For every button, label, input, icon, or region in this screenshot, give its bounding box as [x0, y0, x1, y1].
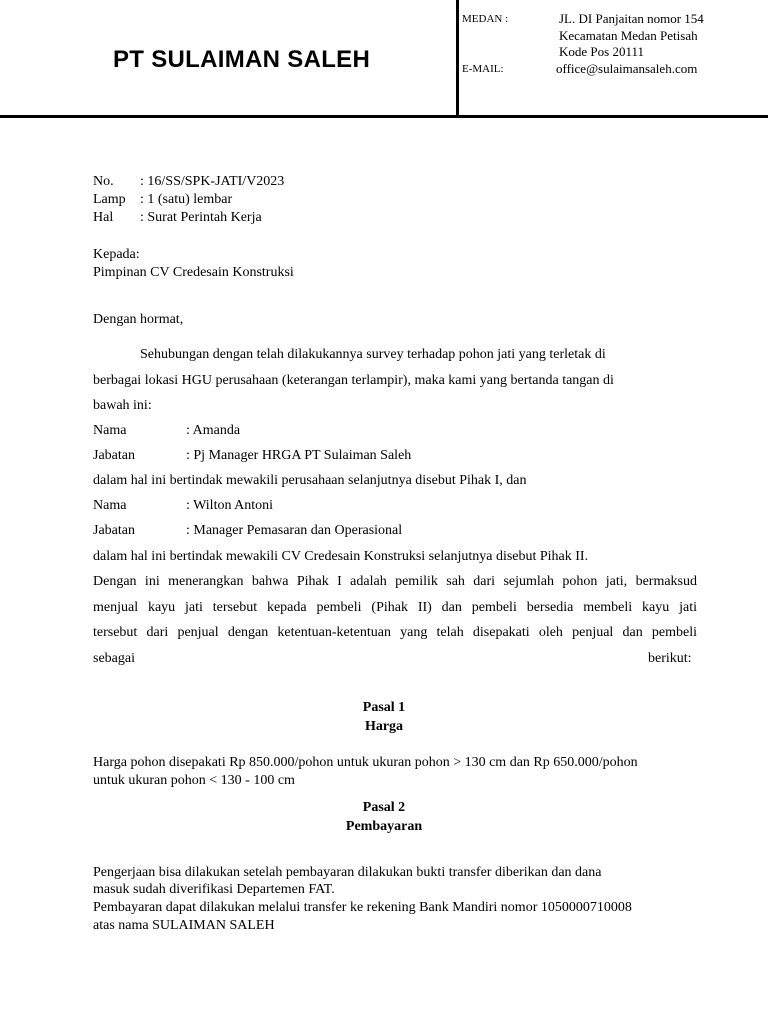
pasal-2-line-3: Pembayaran dapat dilakukan melalui transfer ke rekening Bank Mandiri nomor 1050000710008	[93, 900, 632, 915]
pasal-1-subtitle: Harga	[364, 719, 404, 734]
party1-description: dalam hal ini bertindak mewakili perusahaan selanjutnya disebut Pihak I, dan	[93, 473, 527, 488]
header-divider-vertical	[456, 0, 459, 118]
email-label: E-MAIL:	[462, 63, 504, 75]
intro-line-1: Sehubungan dengan telah dilakukannya survey terhadap pohon jati yang terletak di	[140, 347, 606, 362]
address-line-3: Kode Pos 20111	[559, 44, 644, 59]
hal-label: Hal	[93, 210, 114, 225]
hal-value: : Surat Perintah Kerja	[140, 210, 262, 225]
pasal-2-title: Pasal 2	[362, 800, 406, 815]
email-address: office@sulaimansaleh.com	[556, 61, 698, 76]
pasal-1-title: Pasal 1	[362, 700, 406, 715]
recipient-label: Kepada:	[93, 247, 140, 262]
party2-nama-label: Nama	[93, 498, 127, 513]
statement-line-4-start: sebagai	[93, 651, 135, 666]
statement-line-2: menjual kayu jati tersebut kepada pembeli (Pihak II) dan pembeli bersedia membeli kayu jati	[93, 600, 697, 615]
address-line-1: JL. DI Panjaitan nomor 154	[559, 11, 704, 26]
intro-line-2: berbagai lokasi HGU perusahaan (keterangan terlampir), maka kami yang bertanda tangan di	[93, 373, 614, 388]
lamp-label: Lamp	[93, 192, 126, 207]
intro-line-3: bawah ini:	[93, 398, 152, 413]
recipient-name: Pimpinan CV Credesain Konstruksi	[93, 265, 294, 280]
header-divider-horizontal	[0, 115, 768, 118]
no-value: : 16/SS/SPK-JATI/V2023	[140, 174, 285, 189]
party2-nama-value: : Wilton Antoni	[186, 498, 274, 513]
pasal-2-line-2: masuk sudah diverifikasi Departemen FAT.	[93, 882, 335, 897]
company-name: PT SULAIMAN SALEH	[113, 46, 371, 73]
party2-description: dalam hal ini bertindak mewakili CV Credesain Konstruksi selanjutnya disebut Pihak II.	[93, 549, 589, 564]
pasal-2-subtitle: Pembayaran	[345, 819, 423, 834]
party1-nama-value: : Amanda	[186, 423, 241, 438]
party1-jabatan-label: Jabatan	[93, 448, 135, 463]
statement-line-4-end: berikut:	[648, 651, 692, 666]
no-label: No.	[93, 174, 114, 189]
party2-jabatan-label: Jabatan	[93, 523, 135, 538]
pasal-2-line-1: Pengerjaan bisa dilakukan setelah pembayaran dilakukan bukti transfer diberikan dan dana	[93, 865, 602, 880]
statement-line-1: Dengan ini menerangkan bahwa Pihak I adalah pemilik sah dari sejumlah pohon jati, bermaksud	[93, 574, 697, 589]
pasal-2-line-4: atas nama SULAIMAN SALEH	[93, 918, 275, 933]
greeting: Dengan hormat,	[93, 312, 184, 327]
lamp-value: : 1 (satu) lembar	[140, 192, 233, 207]
party2-jabatan-value: : Manager Pemasaran dan Operasional	[186, 523, 403, 538]
statement-line-3: tersebut dari penjual dengan ketentuan-ketentuan yang telah disepakati oleh penjual dan pembeli	[93, 625, 697, 640]
address-line-2: Kecamatan Medan Petisah	[559, 28, 698, 43]
party1-jabatan-value: : Pj Manager HRGA PT Sulaiman Saleh	[186, 448, 412, 463]
party1-nama-label: Nama	[93, 423, 127, 438]
pasal-1-line-1: Harga pohon disepakati Rp 850.000/pohon untuk ukuran pohon > 130 cm dan Rp 650.000/pohon	[93, 755, 638, 770]
pasal-1-line-2: untuk ukuran pohon < 130 - 100 cm	[93, 773, 295, 788]
medan-label: MEDAN :	[462, 13, 509, 25]
